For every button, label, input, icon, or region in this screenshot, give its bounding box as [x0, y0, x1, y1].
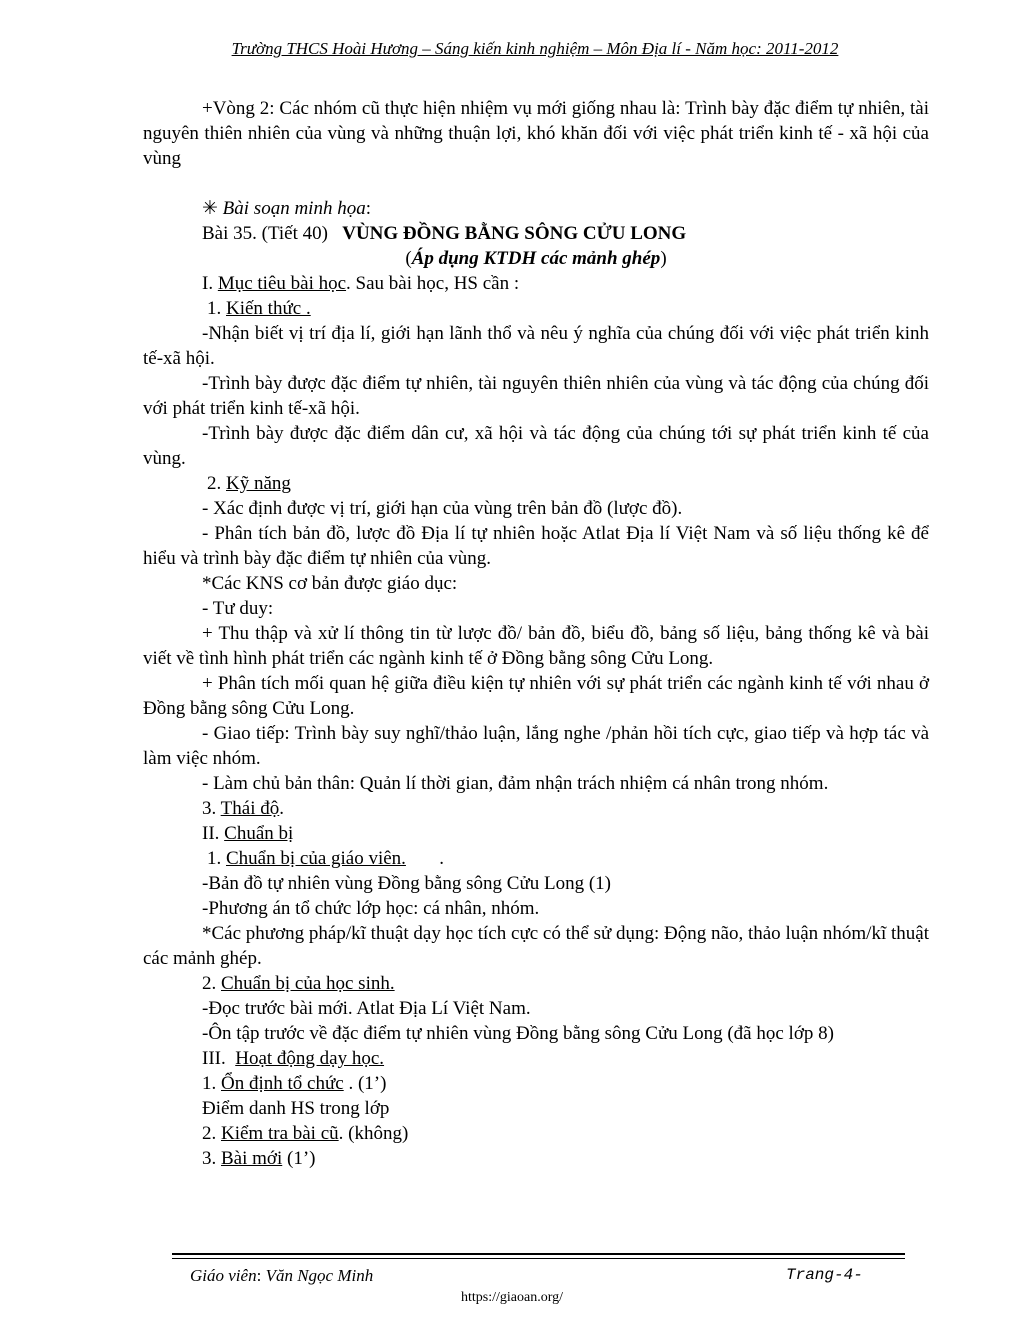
- demo-lesson-label: ✳ Bài soạn minh họa:: [202, 198, 371, 219]
- document-body: [143, 96, 929, 1171]
- section-2-2-heading: 2. Chuẩn bị của học sinh.: [202, 973, 395, 994]
- teacher-prep-1: -Bản đồ tự nhiên vùng Đồng bằng sông Cửu Long (1): [202, 873, 612, 894]
- section-1-1-heading: 1. Kiến thức .: [207, 298, 311, 319]
- footer-divider: [172, 1253, 905, 1259]
- section-3-2-heading: 2. Kiểm tra bài cũ. (không): [202, 1123, 409, 1144]
- page-header: Trường THCS Hoài Hương – Sáng kiến kinh nghiệm – Môn Địa lí - Năm học: 2011-2012: [231, 39, 839, 58]
- thinking-heading: - Tư duy:: [202, 598, 274, 619]
- section-3-1-heading: 1. Ổn định tổ chức . (1’): [202, 1073, 387, 1094]
- attendance-line: Điểm danh HS trong lớp: [202, 1098, 390, 1119]
- student-prep-1: -Đọc trước bài mới. Atlat Địa Lí Việt Nam.: [202, 998, 531, 1019]
- section-3-3-heading: 3. Bài mới (1’): [202, 1148, 316, 1169]
- lesson-title-line: Bài 35. (Tiết 40) VÙNG ĐỒNG BẰNG SÔNG CỬU LONG: [202, 223, 687, 244]
- knowledge-item-2: -Trình bày được đặc điểm tự nhiên, tài nguyên thiên nhiên của vùng và tác động của chúng đối với phát triển kinh tế-xã hội.: [143, 373, 929, 419]
- footer-page-number: Trang-4-: [786, 1266, 863, 1284]
- thinking-item-1: + Thu thập và xử lí thông tin từ lược đồ/ bản đồ, biểu đồ, bảng số liệu, bảng thống kê và bài viết về tình hình phát triển các ngành kinh tế ở Đồng bằng sông Cửu Long.: [143, 623, 929, 669]
- asterisk-icon: ✳: [202, 198, 218, 219]
- round-2-paragraph: +Vòng 2: Các nhóm cũ thực hiện nhiệm vụ mới giống nhau là: Trình bày đặc điểm tự nhiên, tài nguyên thiên nhiên của vùng và những thuận lợi, khó khăn đối với việc phát triển kinh tế - xã hội của vùng: [143, 98, 929, 169]
- footer-url: https://giaoan.org/: [460, 1290, 563, 1305]
- student-prep-2: -Ôn tập trước về đặc điểm tự nhiên vùng Đồng bằng sông Cửu Long (đã học lớp 8): [202, 1023, 834, 1044]
- thinking-item-2: + Phân tích mối quan hệ giữa điều kiện tự nhiên với sự phát triển các ngành kinh tế với nhau ở Đồng bằng sông Cửu Long.: [143, 673, 929, 719]
- section-3-heading: III. Hoạt động dạy học.: [202, 1048, 385, 1069]
- section-1-heading: I. Mục tiêu bài học. Sau bài học, HS cần :: [202, 273, 520, 294]
- section-1-3-heading: 3. Thái độ.: [202, 798, 284, 819]
- teacher-prep-3: *Các phương pháp/kĩ thuật dạy học tích cực có thể sử dụng: Động não, thảo luận nhóm/kĩ thuật các mảnh ghép.: [143, 923, 929, 969]
- knowledge-item-1: -Nhận biết vị trí địa lí, giới hạn lãnh thổ và nêu ý nghĩa của chúng đối với việc phát triển kinh tế-xã hội.: [143, 323, 929, 369]
- teacher-prep-2: -Phương án tổ chức lớp học: cá nhân, nhóm.: [202, 898, 540, 919]
- knowledge-item-3: -Trình bày được đặc điểm dân cư, xã hội và tác động của chúng tới sự phát triển kinh tế của vùng.: [143, 423, 929, 469]
- lesson-title: VÙNG ĐỒNG BẰNG SÔNG CỬU LONG: [342, 223, 687, 244]
- footer-teacher: Giáo viên: Văn Ngọc Minh: [190, 1266, 374, 1285]
- self-management-item: - Làm chủ bản thân: Quản lí thời gian, đảm nhận trách nhiệm cá nhân trong nhóm.: [202, 773, 829, 794]
- lesson-subtitle: (Áp dụng KTDH các mảnh ghép): [405, 248, 667, 269]
- section-1-2-heading: 2. Kỹ năng: [207, 473, 291, 494]
- section-2-heading: II. Chuẩn bị: [202, 823, 294, 844]
- kns-heading: *Các KNS cơ bản được giáo dục:: [202, 573, 458, 594]
- section-2-1-heading: 1. Chuẩn bị của giáo viên. .: [207, 848, 444, 869]
- skill-item-1: - Xác định được vị trí, giới hạn của vùng trên bản đồ (lược đồ).: [202, 498, 683, 519]
- skill-item-2: - Phân tích bản đồ, lược đồ Địa lí tự nhiên hoặc Atlat Địa lí Việt Nam và số liệu thống kê để hiểu và trình bày đặc điểm tự nhiên của vùng.: [143, 523, 929, 569]
- communication-item: - Giao tiếp: Trình bày suy nghĩ/thảo luận, lắng nghe /phản hồi tích cực, giao tiếp và hợp tác và làm việc nhóm.: [143, 723, 929, 769]
